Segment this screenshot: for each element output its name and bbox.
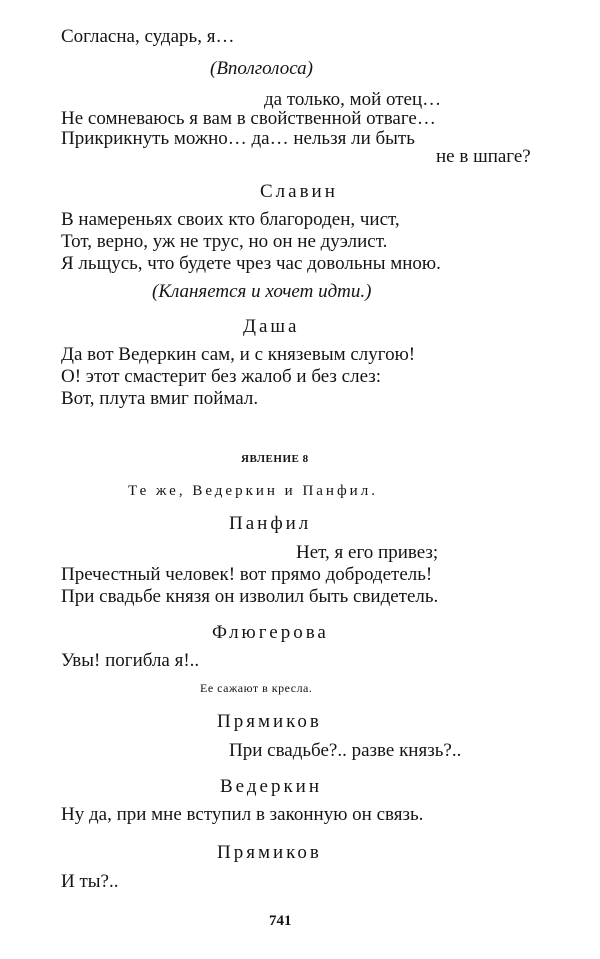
speaker-name: Даша <box>243 316 300 337</box>
verse-line: При свадьбе?.. разве князь?.. <box>229 740 462 761</box>
page-number: 741 <box>269 913 292 929</box>
verse-line: О! этот смастерит без жалоб и без слез: <box>61 366 382 387</box>
verse-line: Да вот Ведеркин сам, и с князевым слугою! <box>61 344 416 365</box>
verse-line: И ты?.. <box>61 871 119 892</box>
verse-line: Пречестный человек! вот прямо добродетель! <box>61 564 433 585</box>
speaker-name: Славин <box>260 181 338 202</box>
verse-line: Я льщусь, что будете чрез час довольны мною. <box>61 253 441 274</box>
stage-direction: Ее сажают в кресла. <box>200 681 313 695</box>
verse-line: Прикрикнуть можно… да… нельзя ли быть <box>61 128 415 149</box>
verse-line: не в шпаге? <box>436 146 531 167</box>
stage-direction: (Кланяется и хочет идти.) <box>152 281 372 302</box>
verse-line: Согласна, сударь, я… <box>61 26 235 47</box>
speaker-name: Прямиков <box>217 842 322 863</box>
scene-heading: ЯВЛЕНИЕ 8 <box>241 453 309 465</box>
verse-line: Нет, я его привез; <box>296 542 439 563</box>
stage-direction: (Вполголоса) <box>210 58 313 79</box>
speaker-name: Панфил <box>229 513 312 534</box>
scene-cast: Те же, Ведеркин и Панфил. <box>128 483 378 499</box>
verse-line: Тот, верно, уж не трус, но он не дуэлист. <box>61 231 388 252</box>
verse-line: Не сомневаюсь я вам в свойственной отваге… <box>61 108 436 129</box>
verse-line: В намереньях своих кто благороден, чист, <box>61 209 400 230</box>
verse-line: Ну да, при мне вступил в законную он связь. <box>61 804 424 825</box>
verse-line: да только, мой отец… <box>264 89 442 110</box>
verse-line: Вот, плута вмиг поймал. <box>61 388 259 409</box>
speaker-name: Флюгерова <box>212 622 329 643</box>
speaker-name: Ведеркин <box>220 776 323 797</box>
verse-line: При свадьбе князя он изволил быть свидетель. <box>61 586 439 607</box>
speaker-name: Прямиков <box>217 711 322 732</box>
verse-line: Увы! погибла я!.. <box>61 650 200 671</box>
